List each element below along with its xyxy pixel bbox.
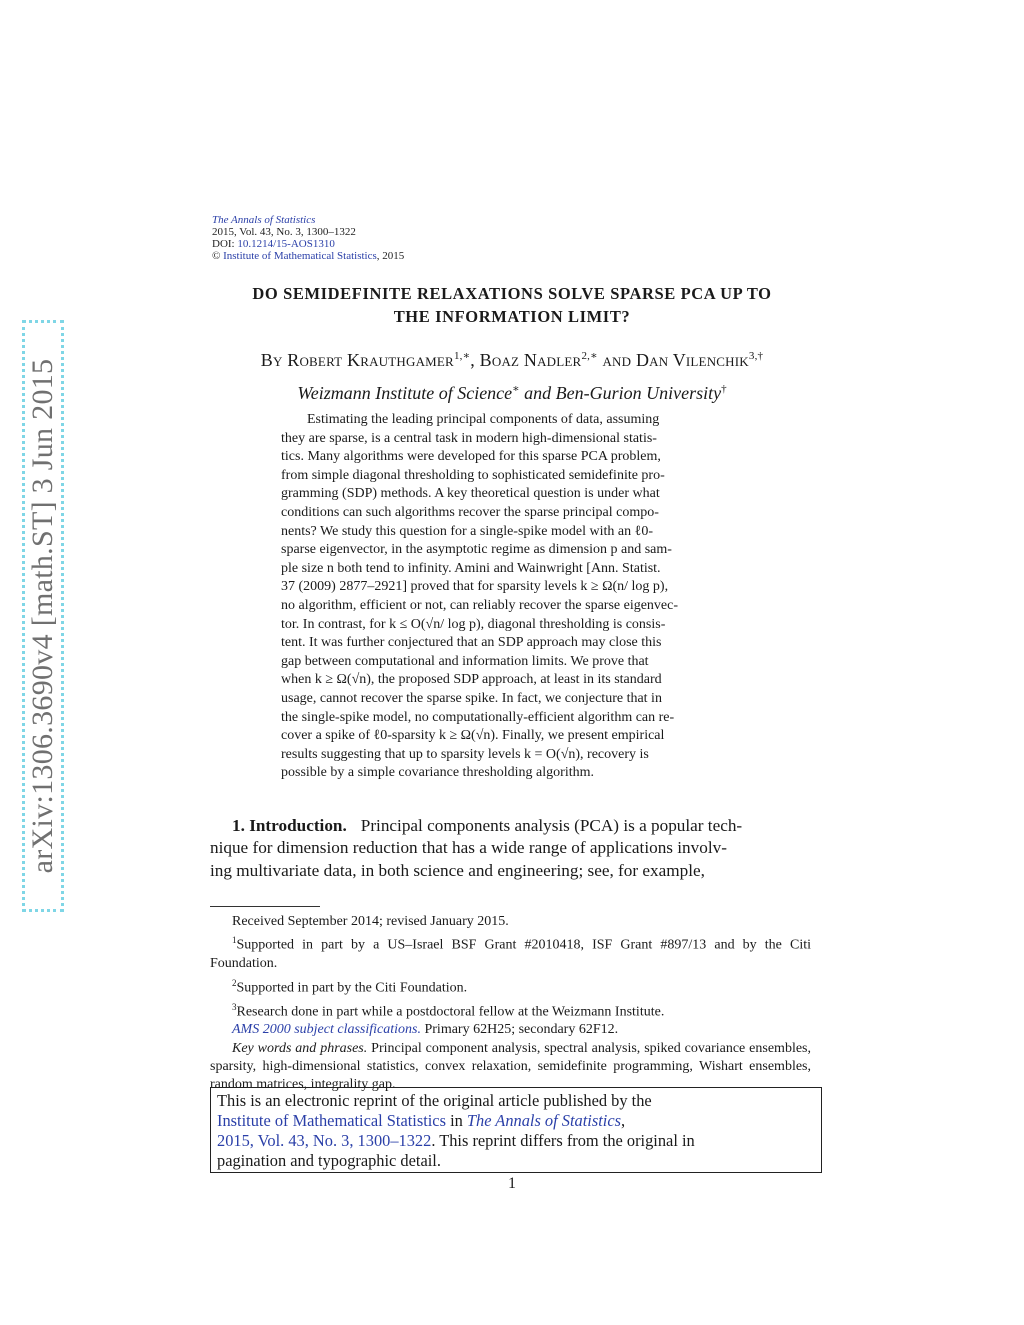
intro-line: Principal components analysis (PCA) is a popular tech- xyxy=(360,816,743,835)
footnote-2-text: Supported in part by the Citi Foundation. xyxy=(236,980,468,996)
reprint-journal-link[interactable]: The Annals of Statistics xyxy=(466,1111,621,1130)
footnote-rule xyxy=(210,906,320,907)
page-number: 1 xyxy=(508,1175,516,1192)
reprint-line: This is an electronic reprint of the original article published by the xyxy=(217,1091,652,1110)
abstract-line: gap between computational and information limits. We prove that xyxy=(281,653,649,669)
affiliation-line xyxy=(200,377,824,405)
affiliation-and: and xyxy=(519,383,556,403)
reprint-notice xyxy=(210,1087,822,1173)
abstract-line: possible by a simple covariance thresholding algorithm. xyxy=(281,765,594,781)
ams-text: Primary 62H25; secondary 62F12. xyxy=(420,1022,619,1038)
author-2-mark: 2,∗ xyxy=(581,350,598,362)
affiliation-1: Weizmann Institute of Science xyxy=(297,383,513,403)
footnote-2-mark: 2 xyxy=(232,977,237,988)
author-separator: , xyxy=(470,350,480,370)
arxiv-stamp[interactable] xyxy=(22,320,64,912)
author-1-mark: 1,∗ xyxy=(453,350,471,362)
author-1: Robert Krauthgamer xyxy=(287,350,454,370)
footnote-3-mark: 3 xyxy=(232,1001,237,1012)
title-line: DO SEMIDEFINITE RELAXATIONS SOLVE SPARSE PCA UP TO xyxy=(252,284,772,303)
abstract-line: the single-spike model, no computationally-efficient algorithm can re- xyxy=(281,709,675,725)
intro-line: ing multivariate data, in both science and engineering; see, for example, xyxy=(210,860,705,880)
author-and: and xyxy=(597,350,636,370)
abstract xyxy=(281,411,741,783)
ams-link[interactable]: AMS 2000 subject classifications. xyxy=(232,1022,421,1038)
footnote-2 xyxy=(210,974,811,998)
abstract-line: Estimating the leading principal components of data, assuming xyxy=(307,412,660,427)
footnote-3-text: Research done in part while a postdoctoral fellow at the Weizmann Institute. xyxy=(236,1004,665,1020)
footnote-3 xyxy=(210,998,811,1022)
received-note: Received September 2014; revised January 2015. xyxy=(232,914,509,929)
arxiv-stamp-text: arXiv:1306.3690v4 [math.ST] 3 Jun 2015 xyxy=(26,358,59,874)
publisher-link[interactable]: Institute of Mathematical Statistics xyxy=(223,250,377,262)
introduction-section xyxy=(210,815,811,882)
keywords-text: Principal component analysis, spectral analysis, spiked covariance ensembles, sparsity, high-dimensional statistics, convex relaxation, semidefinite programming, Wishart ensembles, random matrices, integrality gap. xyxy=(210,1040,811,1093)
abstract-line: 37 (2009) 2877–2921] proved that for sparsity levels k ≥ Ω(n/ log p), xyxy=(281,579,669,595)
affiliation-2: Ben-Gurion University xyxy=(555,383,722,403)
copyright-symbol: © xyxy=(212,250,221,262)
section-heading: 1. Introduction. xyxy=(232,816,347,835)
footnotes xyxy=(210,913,811,1095)
reprint-volume-link[interactable]: 2015, Vol. 43, No. 3, 1300–1322 xyxy=(217,1131,432,1150)
abstract-line: gramming (SDP) methods. A key theoretical question is under what xyxy=(281,486,660,502)
by-label: By xyxy=(260,350,288,370)
abstract-line: results suggesting that up to sparsity levels k = O(√n), recovery is xyxy=(281,746,649,762)
abstract-line: usage, cannot recover the sparse spike. In fact, we conjecture that in xyxy=(281,690,662,706)
copyright-year: , 2015 xyxy=(376,250,405,262)
ams-classification xyxy=(210,1021,811,1039)
reprint-publisher-link[interactable]: Institute of Mathematical Statistics xyxy=(217,1111,446,1130)
footnote-1-mark: 1 xyxy=(232,935,237,946)
paper-title xyxy=(200,282,824,328)
abstract-line: no algorithm, efficient or not, can reliably recover the sparse eigenvec- xyxy=(281,597,679,613)
author-line xyxy=(200,344,824,372)
abstract-line: tent. It was further conjectured that an SDP approach may close this xyxy=(281,635,662,651)
abstract-line: sparse eigenvector, in the asymptotic regime as dimension p and sam- xyxy=(281,542,672,558)
abstract-line: tics. Many algorithms were developed for this sparse PCA problem, xyxy=(281,449,661,465)
reprint-comma: , xyxy=(620,1111,626,1130)
doi-label: DOI: xyxy=(212,238,238,250)
journal-header xyxy=(212,214,404,262)
abstract-line: tor. In contrast, for k ≤ O(√n/ log p), diagonal thresholding is consis- xyxy=(281,616,666,632)
abstract-line: when k ≥ Ω(√n), the proposed SDP approach, at least in its standard xyxy=(281,672,662,688)
affiliation-1-mark: ∗ xyxy=(512,383,520,395)
footnote-1 xyxy=(210,931,811,973)
abstract-line: nents? We study this question for a single-spike model with an ℓ0- xyxy=(281,523,653,539)
reprint-line: pagination and typographic detail. xyxy=(217,1151,441,1170)
doi-link[interactable]: 10.1214/15-AOS1310 xyxy=(237,238,335,250)
affiliation-2-mark: † xyxy=(721,383,727,395)
intro-line: nique for dimension reduction that has a wide range of applications involv- xyxy=(210,838,727,858)
footnote-1-text: Supported in part by a US–Israel BSF Grant #2010418, ISF Grant #897/13 and by the Citi Foundation. xyxy=(210,937,811,972)
abstract-line: conditions can such algorithms recover the sparse principal compo- xyxy=(281,504,659,520)
volume-line: 2015, Vol. 43, No. 3, 1300–1322 xyxy=(212,226,356,238)
reprint-in: in xyxy=(445,1111,467,1130)
abstract-line: they are sparse, is a central task in modern high-dimensional statis- xyxy=(281,430,657,446)
author-3-mark: 3,† xyxy=(748,350,764,362)
reprint-line: . This reprint differs from the original in xyxy=(431,1131,695,1150)
journal-link[interactable]: The Annals of Statistics xyxy=(212,214,316,226)
title-line: THE INFORMATION LIMIT? xyxy=(393,307,631,326)
keywords-label: Key words and phrases. xyxy=(232,1040,368,1056)
author-2: Boaz Nadler xyxy=(479,350,582,370)
author-3: Dan Vilenchik xyxy=(635,350,749,370)
abstract-line: from simple diagonal thresholding to sophisticated semidefinite pro- xyxy=(281,467,665,483)
abstract-line: ple size n both tend to infinity. Amini and Wainwright [Ann. Statist. xyxy=(281,560,661,576)
abstract-line: cover a spike of ℓ0-sparsity k ≥ Ω(√n). Finally, we present empirical xyxy=(281,728,665,744)
